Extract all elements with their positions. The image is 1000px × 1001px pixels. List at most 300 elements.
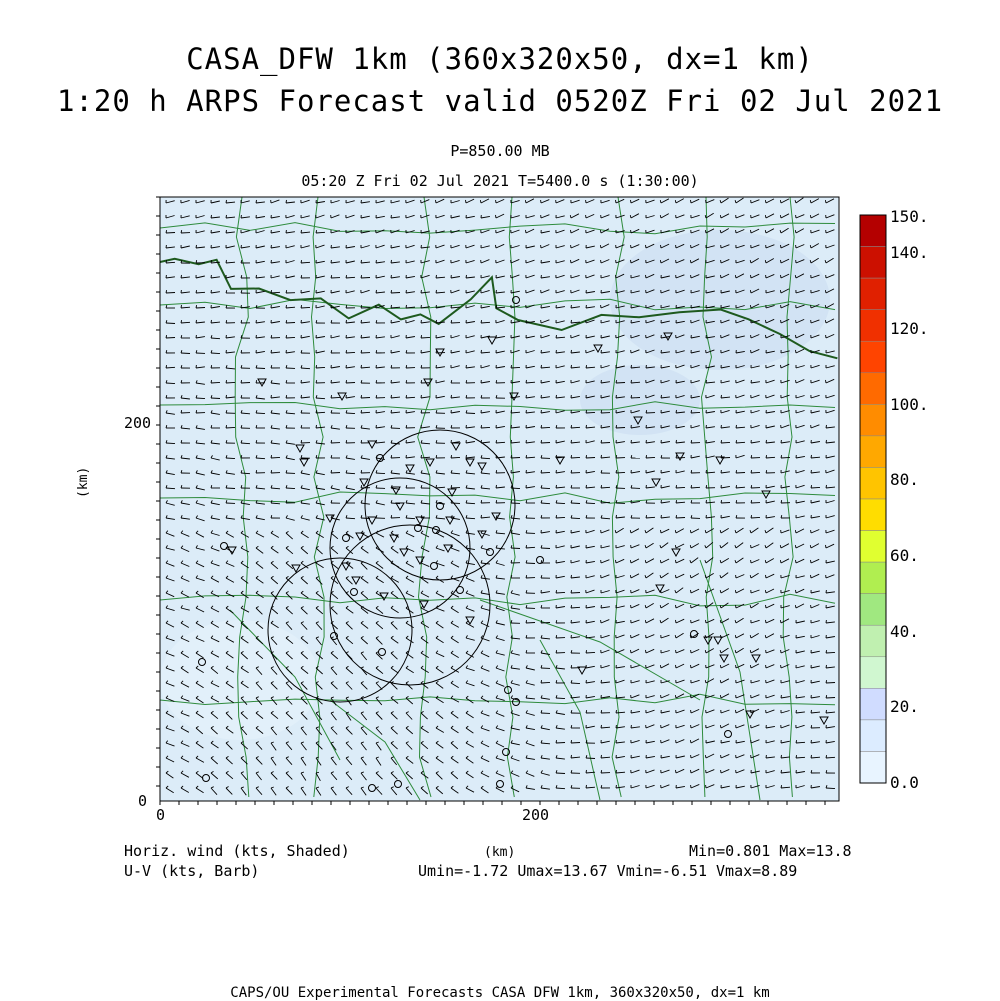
wind-barb-flag xyxy=(780,290,781,293)
colorbar-label: 140. xyxy=(890,243,929,262)
wind-barb xyxy=(451,457,460,458)
wind-barb-flag xyxy=(481,320,482,323)
wind-barb-flag xyxy=(406,395,407,398)
wind-barb-flag xyxy=(226,380,227,383)
wind-barb-flag xyxy=(526,545,527,548)
wind-barb-flag xyxy=(481,425,482,428)
wind-barb-flag xyxy=(391,410,392,413)
wind-barb xyxy=(781,457,790,458)
wind-barb-flag xyxy=(811,560,812,563)
wind-barb xyxy=(541,488,550,489)
wind-barb-flag xyxy=(391,290,392,293)
wind-barb-flag xyxy=(541,365,542,368)
wind-barb-flag xyxy=(826,440,827,443)
wind-barb-flag xyxy=(796,350,797,353)
colorbar-swatch xyxy=(860,594,886,626)
wind-barb-flag xyxy=(466,275,467,278)
wind-barb xyxy=(166,233,175,234)
wind-barb xyxy=(556,773,565,774)
wind-barb xyxy=(256,368,265,369)
wind-barb-flag xyxy=(166,230,167,233)
wind-barb xyxy=(421,337,430,338)
wind-barb xyxy=(166,293,175,294)
x-axis-label: (km) xyxy=(484,845,515,860)
wind-barb-flag xyxy=(496,305,497,308)
wind-barb-flag xyxy=(796,740,797,743)
wind-barb xyxy=(316,367,325,368)
wind-barb-flag xyxy=(826,650,827,653)
wind-barb-flag xyxy=(795,545,796,548)
wind-barb-flag xyxy=(466,455,467,458)
wind-barb-flag xyxy=(660,560,661,563)
wind-barb-flag xyxy=(765,200,766,203)
wind-barb-flag xyxy=(331,395,332,398)
wind-barb-flag xyxy=(811,755,812,758)
wind-barb-flag xyxy=(825,290,826,293)
wind-barb xyxy=(586,652,595,653)
wind-barb xyxy=(181,353,190,354)
wind-barb-flag xyxy=(376,290,377,293)
wind-barb-flag xyxy=(766,455,767,458)
wind-barb-flag xyxy=(346,320,347,323)
wind-barb-flag xyxy=(526,380,527,383)
wind-barb-flag xyxy=(676,485,677,488)
colorbar-label: 150. xyxy=(890,207,929,226)
wind-barb-flag xyxy=(690,530,691,533)
wind-barb xyxy=(331,397,340,398)
wind-barb-flag xyxy=(436,290,437,293)
wind-barb-flag xyxy=(586,365,587,368)
wind-barb xyxy=(271,457,280,458)
wind-barb-flag xyxy=(391,305,392,308)
wind-barb-flag xyxy=(601,455,602,458)
wind-barb-flag xyxy=(346,275,347,278)
wind-barb-flag xyxy=(766,320,767,323)
wind-barb-flag xyxy=(511,425,512,428)
wind-barb-flag xyxy=(271,350,272,353)
wind-barb-flag xyxy=(526,455,527,458)
wind-barb-flag xyxy=(480,200,481,203)
wind-barb-flag xyxy=(706,380,707,383)
colorbar-label: 0.0 xyxy=(890,773,919,792)
wind-barb xyxy=(556,592,565,593)
wind-barb-flag xyxy=(316,230,317,233)
wind-barb-flag xyxy=(676,605,677,608)
wind-barb-flag xyxy=(211,380,212,383)
wind-barb-flag xyxy=(466,200,467,203)
wind-barb xyxy=(826,652,835,653)
wind-barb xyxy=(511,367,520,368)
wind-barb xyxy=(541,472,550,473)
wind-barb-flag xyxy=(705,230,706,233)
wind-barb-flag xyxy=(301,260,302,263)
wind-barb-flag xyxy=(735,275,736,278)
wind-barb-flag xyxy=(676,575,677,578)
wind-barb xyxy=(616,472,625,473)
wind-barb-flag xyxy=(721,395,722,398)
wind-barb-flag xyxy=(601,500,602,503)
wind-barb xyxy=(541,427,550,428)
wind-barb xyxy=(166,383,175,384)
wind-barb-flag xyxy=(690,740,691,743)
wind-barb-flag xyxy=(796,590,797,593)
wind-barb-flag xyxy=(571,350,572,353)
wind-barb-flag xyxy=(675,545,676,548)
wind-barb xyxy=(826,698,835,699)
wind-barb xyxy=(526,623,535,624)
wind-barb-flag xyxy=(361,335,362,338)
wind-barb-flag xyxy=(766,620,767,623)
wind-barb-flag xyxy=(481,515,482,518)
min-max: Min=0.801 Max=13.8 xyxy=(689,842,852,860)
colorbar-swatch xyxy=(860,531,886,563)
wind-barb xyxy=(226,458,235,459)
wind-barb-flag xyxy=(361,320,362,323)
wind-barb-flag xyxy=(586,455,587,458)
wind-barb-flag xyxy=(196,305,197,308)
wind-barb-flag xyxy=(630,575,631,578)
wind-barb xyxy=(286,337,295,338)
wind-barb xyxy=(241,383,250,384)
wind-barb-flag xyxy=(241,380,242,383)
y-tick-0: 0 xyxy=(138,792,147,810)
wind-barb xyxy=(556,503,565,504)
wind-barb xyxy=(586,503,595,504)
wind-barb-flag xyxy=(811,485,812,488)
wind-barb-flag xyxy=(676,440,677,443)
wind-barb-flag xyxy=(826,710,827,713)
wind-barb-flag xyxy=(571,605,572,608)
colorbar xyxy=(860,207,929,792)
wind-barb-flag xyxy=(211,260,212,263)
colorbar-label: 60. xyxy=(890,546,919,565)
colorbar-label: 40. xyxy=(890,622,919,641)
wind-barb xyxy=(541,623,550,624)
wind-barb-flag xyxy=(691,770,692,773)
wind-barb-flag xyxy=(181,320,182,323)
wind-barb-flag xyxy=(571,590,572,593)
colorbar-swatch xyxy=(860,247,886,279)
wind-barb-flag xyxy=(346,350,347,353)
wind-barb-flag xyxy=(256,200,257,203)
wind-barb-flag xyxy=(825,320,826,323)
wind-barb-flag xyxy=(660,665,661,668)
wind-barb xyxy=(646,457,655,458)
wind-barb-flag xyxy=(301,395,302,398)
wind-barb-flag xyxy=(586,650,587,653)
colorbar-swatch xyxy=(860,341,886,373)
wind-barb-flag xyxy=(675,695,676,698)
wind-barb-flag xyxy=(586,785,587,788)
wind-barb-flag xyxy=(616,275,617,278)
wind-barb-flag xyxy=(511,455,512,458)
legend-barb: U-V (kts, Barb) xyxy=(124,862,259,880)
wind-barb-flag xyxy=(271,455,272,458)
wind-barb-flag xyxy=(316,425,317,428)
wind-barb-flag xyxy=(766,605,767,608)
wind-barb-flag xyxy=(211,320,212,323)
wind-barb xyxy=(676,518,685,519)
wind-barb xyxy=(511,458,520,459)
wind-barb-flag xyxy=(676,515,677,518)
wind-barb-flag xyxy=(661,395,662,398)
pressure-level: P=850.00 MB xyxy=(0,142,1000,160)
wind-barb xyxy=(736,473,745,474)
wind-barb xyxy=(691,412,700,413)
colorbar-swatch xyxy=(860,467,886,499)
shade-patch xyxy=(610,230,830,370)
wind-barb xyxy=(811,487,820,488)
colorbar-swatch xyxy=(860,720,886,752)
wind-barb-flag xyxy=(721,500,722,503)
wind-barb-flag xyxy=(676,410,677,413)
wind-barb-flag xyxy=(721,440,722,443)
wind-barb-flag xyxy=(616,380,617,383)
wind-barb-flag xyxy=(196,245,197,248)
wind-barb-flag xyxy=(616,425,617,428)
colorbar-swatch xyxy=(860,310,886,342)
wind-barb-flag xyxy=(751,515,752,518)
wind-barb-flag xyxy=(226,230,227,233)
wind-barb-flag xyxy=(496,440,497,443)
wind-barb-flag xyxy=(631,380,632,383)
wind-barb xyxy=(331,473,340,474)
wind-barb xyxy=(346,413,355,414)
wind-barb-flag xyxy=(630,560,631,563)
wind-barb-flag xyxy=(571,425,572,428)
wind-barb-flag xyxy=(721,275,722,278)
wind-barb xyxy=(541,682,550,683)
wind-barb-flag xyxy=(780,200,781,203)
wind-barb xyxy=(196,308,205,309)
wind-barb xyxy=(211,353,220,354)
wind-barb-flag xyxy=(826,755,827,758)
wind-barb-flag xyxy=(586,770,587,773)
wind-barb-flag xyxy=(286,335,287,338)
wind-barb-flag xyxy=(211,215,212,218)
wind-barb-flag xyxy=(571,365,572,368)
wind-barb-flag xyxy=(511,440,512,443)
wind-barb xyxy=(631,398,640,399)
wind-barb-flag xyxy=(571,230,572,233)
wind-barb-flag xyxy=(661,245,662,248)
wind-barb-flag xyxy=(601,680,602,683)
wind-barb-flag xyxy=(826,425,827,428)
wind-barb-flag xyxy=(795,530,796,533)
wind-barb-flag xyxy=(736,605,737,608)
colorbar-swatch xyxy=(860,657,886,689)
wind-barb-flag xyxy=(631,395,632,398)
wind-barb-flag xyxy=(736,440,737,443)
wind-barb xyxy=(166,338,175,339)
valid-time: 05:20 Z Fri 02 Jul 2021 T=5400.0 s (1:30:00) xyxy=(0,172,1000,190)
wind-barb-flag xyxy=(181,275,182,278)
wind-barb-flag xyxy=(751,470,752,473)
wind-barb-flag xyxy=(286,305,287,308)
colorbar-swatch xyxy=(860,215,886,247)
wind-barb-flag xyxy=(691,590,692,593)
wind-barb xyxy=(586,758,595,759)
wind-barb-flag xyxy=(751,275,752,278)
wind-barb-flag xyxy=(826,485,827,488)
wind-barb xyxy=(466,413,475,414)
wind-barb-flag xyxy=(720,665,721,668)
wind-barb-flag xyxy=(571,455,572,458)
wind-barb-flag xyxy=(286,200,287,203)
wind-barb xyxy=(511,488,520,489)
wind-barb-flag xyxy=(346,380,347,383)
wind-barb-flag xyxy=(571,260,572,263)
x-tick-0: 0 xyxy=(156,806,165,824)
wind-barb-flag xyxy=(766,440,767,443)
wind-barb xyxy=(196,398,205,399)
wind-barb-flag xyxy=(765,215,766,218)
wind-barb xyxy=(571,503,580,504)
wind-barb xyxy=(541,443,550,444)
wind-barb xyxy=(361,398,370,399)
wind-barb-flag xyxy=(616,200,617,203)
wind-barb-flag xyxy=(166,260,167,263)
wind-barb xyxy=(571,457,580,458)
wind-barb xyxy=(481,427,490,428)
wind-barb-flag xyxy=(616,515,617,518)
wind-barb-flag xyxy=(556,590,557,593)
wind-barb xyxy=(541,548,550,549)
wind-barb xyxy=(391,293,400,294)
wind-barb-flag xyxy=(796,755,797,758)
wind-barb-flag xyxy=(631,650,632,653)
wind-barb-flag xyxy=(361,365,362,368)
x-tick-200: 200 xyxy=(522,806,549,824)
wind-barb-flag xyxy=(811,710,812,713)
colorbar-label: 80. xyxy=(890,470,919,489)
wind-barb xyxy=(226,488,235,489)
colorbar-swatch xyxy=(860,688,886,720)
wind-barb-flag xyxy=(436,275,437,278)
wind-barb-flag xyxy=(481,350,482,353)
wind-barb xyxy=(571,593,580,594)
colorbar-swatch xyxy=(860,436,886,468)
wind-barb xyxy=(376,473,385,474)
wind-barb-flag xyxy=(750,665,751,668)
colorbar-label: 120. xyxy=(890,319,929,338)
wind-barb-flag xyxy=(166,365,167,368)
wind-barb-flag xyxy=(496,245,497,248)
colorbar-label: 100. xyxy=(890,395,929,414)
wind-barb-flag xyxy=(406,305,407,308)
wind-barb-flag xyxy=(526,230,527,233)
wind-barb-flag xyxy=(421,335,422,338)
wind-barb xyxy=(211,382,220,383)
wind-barb-flag xyxy=(616,470,617,473)
wind-barb-flag xyxy=(541,440,542,443)
wind-barb-flag xyxy=(751,230,752,233)
wind-barb-flag xyxy=(781,365,782,368)
wind-barb-flag xyxy=(691,410,692,413)
wind-barb-flag xyxy=(525,200,526,203)
wind-barb-flag xyxy=(571,740,572,743)
uv-min-max: Umin=-1.72 Umax=13.67 Vmin=-6.51 Vmax=8.89 xyxy=(418,862,797,880)
wind-barb-flag xyxy=(720,725,721,728)
wind-barb-flag xyxy=(646,275,647,278)
wind-barb-flag xyxy=(736,710,737,713)
wind-barb-flag xyxy=(691,665,692,668)
wind-barb-flag xyxy=(646,650,647,653)
wind-barb-flag xyxy=(616,710,617,713)
wind-barb-flag xyxy=(556,395,557,398)
wind-barb-flag xyxy=(781,275,782,278)
wind-barb-flag xyxy=(736,485,737,488)
wind-barb-flag xyxy=(826,680,827,683)
wind-barb-flag xyxy=(571,755,572,758)
wind-barb-flag xyxy=(600,230,601,233)
wind-barb-flag xyxy=(361,275,362,278)
wind-barb-flag xyxy=(781,455,782,458)
wind-barb-flag xyxy=(795,605,796,608)
wind-barb-flag xyxy=(556,335,557,338)
wind-barb-flag xyxy=(436,320,437,323)
wind-barb-flag xyxy=(705,590,706,593)
wind-barb-flag xyxy=(391,260,392,263)
wind-barb-flag xyxy=(750,290,751,293)
wind-barb-flag xyxy=(646,455,647,458)
y-axis-label: (km) xyxy=(76,467,91,498)
wind-barb xyxy=(571,743,580,744)
wind-barb-flag xyxy=(720,695,721,698)
wind-barb-flag xyxy=(526,620,527,623)
colorbar-swatch xyxy=(860,625,886,657)
wind-barb xyxy=(346,383,355,384)
wind-barb-flag xyxy=(316,410,317,413)
wind-barb-flag xyxy=(781,245,782,248)
wind-barb-flag xyxy=(826,380,827,383)
wind-barb-flag xyxy=(676,500,677,503)
wind-barb xyxy=(166,323,175,324)
wind-barb-flag xyxy=(361,395,362,398)
wind-barb-flag xyxy=(571,320,572,323)
wind-barb-flag xyxy=(811,455,812,458)
wind-barb-flag xyxy=(736,470,737,473)
colorbar-swatch xyxy=(860,562,886,594)
wind-barb-flag xyxy=(166,290,167,293)
wind-barb-flag xyxy=(631,365,632,368)
wind-barb-flag xyxy=(556,515,557,518)
wind-barb-flag xyxy=(421,455,422,458)
legend-shaded: Horiz. wind (kts, Shaded) xyxy=(124,842,350,860)
wind-barb-flag xyxy=(586,410,587,413)
wind-barb xyxy=(211,398,220,399)
wind-barb-flag xyxy=(226,215,227,218)
wind-barb-flag xyxy=(601,725,602,728)
wind-barb xyxy=(616,428,625,429)
wind-barb-flag xyxy=(706,470,707,473)
wind-barb-flag xyxy=(226,260,227,263)
wind-barb-flag xyxy=(691,485,692,488)
wind-barb xyxy=(571,518,580,519)
wind-barb-flag xyxy=(301,305,302,308)
wind-barb-flag xyxy=(765,590,766,593)
wind-barb xyxy=(361,278,370,279)
wind-barb-flag xyxy=(705,755,706,758)
wind-barb-flag xyxy=(691,695,692,698)
wind-barb-flag xyxy=(646,515,647,518)
wind-barb-flag xyxy=(690,260,691,263)
wind-barb-flag xyxy=(511,410,512,413)
wind-barb-flag xyxy=(646,245,647,248)
shade-patch xyxy=(580,365,700,435)
wind-barb-flag xyxy=(825,200,826,203)
wind-barb xyxy=(616,383,625,384)
